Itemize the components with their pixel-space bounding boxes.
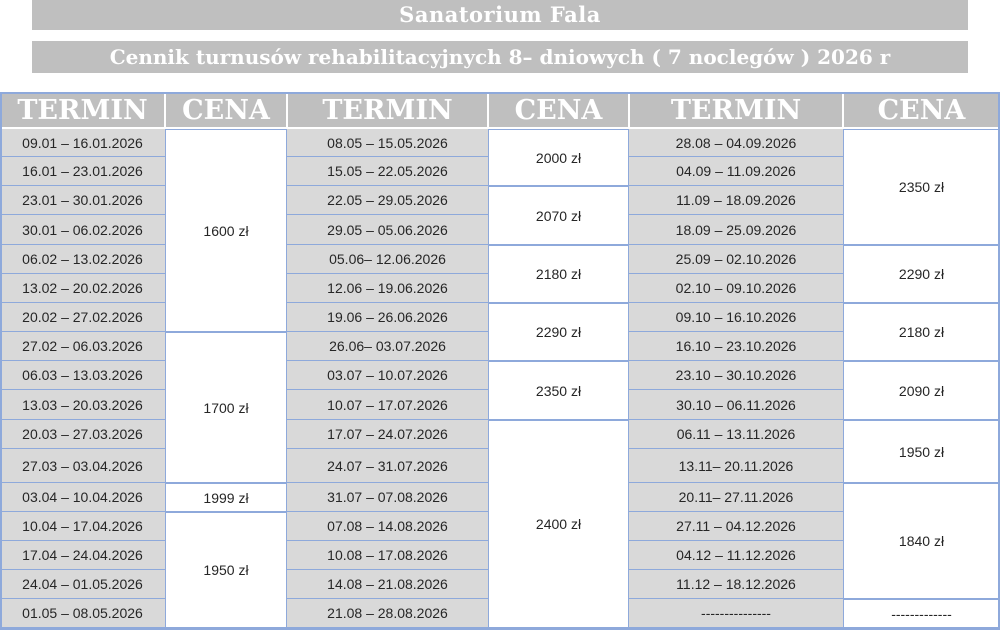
date-cell: 24.07 – 31.07.2026 (287, 449, 488, 483)
date-cell: 27.11 – 04.12.2026 (629, 512, 843, 541)
date-cell: 10.08 – 17.08.2026 (287, 541, 488, 570)
date-cell: 16.10 – 23.10.2026 (629, 332, 843, 361)
date-cell: 29.05 – 05.06.2026 (287, 215, 488, 245)
date-cell: 06.02 – 13.02.2026 (0, 245, 165, 274)
date-cell: --------------- (629, 599, 843, 628)
date-cell: 15.05 – 22.05.2026 (287, 157, 488, 186)
date-cell: 17.07 – 24.07.2026 (287, 420, 488, 449)
date-cell: 05.06– 12.06.2026 (287, 245, 488, 274)
date-cell: 22.05 – 29.05.2026 (287, 186, 488, 215)
price-cell: 2400 zł (488, 420, 629, 628)
date-cell: 01.05 – 08.05.2026 (0, 599, 165, 628)
price-cell: 1700 zł (165, 332, 287, 483)
price-cell: 1840 zł (843, 483, 1000, 599)
price-cell: 2290 zł (488, 303, 629, 361)
date-cell: 23.01 – 30.01.2026 (0, 186, 165, 215)
header-cena-1: CENA (165, 92, 287, 128)
date-cell: 06.11 – 13.11.2026 (629, 420, 843, 449)
price-cell: 1600 zł (165, 129, 287, 332)
date-cell: 07.08 – 14.08.2026 (287, 512, 488, 541)
date-cell: 20.11– 27.11.2026 (629, 483, 843, 512)
date-cell: 14.08 – 21.08.2026 (287, 570, 488, 599)
price-cell: 1999 zł (165, 483, 287, 512)
date-cell: 27.02 – 06.03.2026 (0, 332, 165, 361)
date-cell: 02.10 – 09.10.2026 (629, 274, 843, 303)
price-cell: 1950 zł (843, 420, 1000, 483)
date-cell: 25.09 – 02.10.2026 (629, 245, 843, 274)
price-cell: 2180 zł (843, 303, 1000, 361)
page-title: Sanatorium Fala (32, 0, 968, 30)
date-cell: 31.07 – 07.08.2026 (287, 483, 488, 512)
date-cell: 12.06 – 19.06.2026 (287, 274, 488, 303)
header-termin-2: TERMIN (287, 92, 488, 128)
date-cell: 13.03 – 20.03.2026 (0, 390, 165, 420)
price-cell: 2090 zł (843, 361, 1000, 420)
date-cell: 30.01 – 06.02.2026 (0, 215, 165, 245)
date-cell: 20.03 – 27.03.2026 (0, 420, 165, 449)
date-cell: 09.10 – 16.10.2026 (629, 303, 843, 332)
date-cell: 04.09 – 11.09.2026 (629, 157, 843, 186)
date-cell: 23.10 – 30.10.2026 (629, 361, 843, 390)
date-cell: 18.09 – 25.09.2026 (629, 215, 843, 245)
date-cell: 03.07 – 10.07.2026 (287, 361, 488, 390)
price-cell: 2350 zł (488, 361, 629, 420)
date-cell: 11.09 – 18.09.2026 (629, 186, 843, 215)
date-cell: 09.01 – 16.01.2026 (0, 129, 165, 157)
price-cell: 1950 zł (165, 512, 287, 628)
date-cell: 13.02 – 20.02.2026 (0, 274, 165, 303)
price-cell: ------------- (843, 599, 1000, 628)
date-cell: 13.11– 20.11.2026 (629, 449, 843, 483)
price-cell: 2350 zł (843, 129, 1000, 245)
date-cell: 27.03 – 03.04.2026 (0, 449, 165, 483)
page-subtitle: Cennik turnusów rehabilitacyjnych 8– dniowych ( 7 noclegów ) 2026 r (32, 41, 968, 73)
price-cell: 2070 zł (488, 186, 629, 245)
date-cell: 16.01 – 23.01.2026 (0, 157, 165, 186)
date-cell: 21.08 – 28.08.2026 (287, 599, 488, 628)
header-termin-3: TERMIN (629, 92, 843, 128)
price-cell: 2180 zł (488, 245, 629, 303)
date-cell: 26.06– 03.07.2026 (287, 332, 488, 361)
date-cell: 06.03 – 13.03.2026 (0, 361, 165, 390)
date-cell: 24.04 – 01.05.2026 (0, 570, 165, 599)
date-cell: 10.07 – 17.07.2026 (287, 390, 488, 420)
header-termin-1: TERMIN (0, 92, 165, 128)
price-cell: 2290 zł (843, 245, 1000, 303)
date-cell: 30.10 – 06.11.2026 (629, 390, 843, 420)
date-cell: 19.06 – 26.06.2026 (287, 303, 488, 332)
price-cell: 2000 zł (488, 129, 629, 186)
date-cell: 17.04 – 24.04.2026 (0, 541, 165, 570)
header-cena-3: CENA (843, 92, 1000, 128)
date-cell: 04.12 – 11.12.2026 (629, 541, 843, 570)
header-cena-2: CENA (488, 92, 629, 128)
date-cell: 08.05 – 15.05.2026 (287, 129, 488, 157)
date-cell: 03.04 – 10.04.2026 (0, 483, 165, 512)
date-cell: 10.04 – 17.04.2026 (0, 512, 165, 541)
date-cell: 28.08 – 04.09.2026 (629, 129, 843, 157)
date-cell: 20.02 – 27.02.2026 (0, 303, 165, 332)
date-cell: 11.12 – 18.12.2026 (629, 570, 843, 599)
